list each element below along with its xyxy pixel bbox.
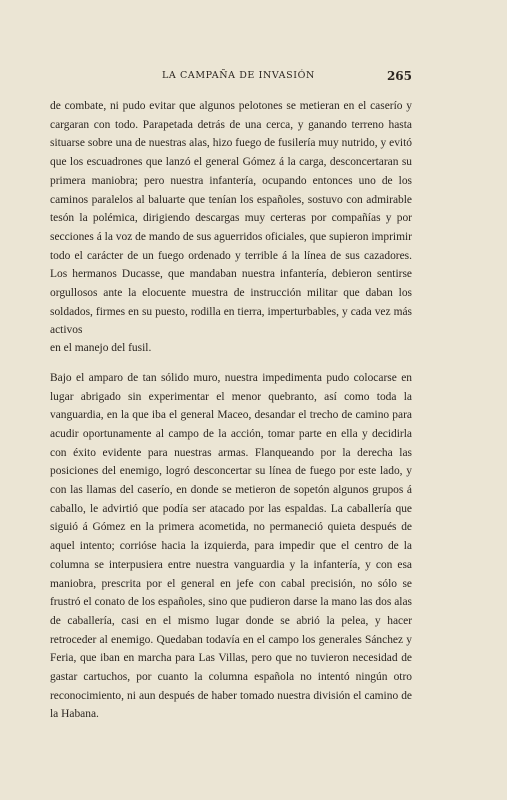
paragraph-2-last-line-text: la Habana.	[50, 707, 99, 720]
paragraph-2-text: Bajo el amparo de tan sólido muro, nuestra impedimenta pudo colocarse en lugar abrigado sin experimentar el menor quebranto, así como toda la vanguardia, en la que iba el general Maceo, desandar el trecho de camino para acudir oportunamente al campo de la acción, tomar parte en ella y decidirla con éxito evidente para nuestras armas. Flanqueando por la derecha las posiciones del enemigo, logró desconcertar su línea de fuego por este lado, y con las llamas del caserío, en donde se metieron de sopetón algunos grupos á caballo, le advirtió que podía ser atacado por las espaldas. La caballería que siguió á Gómez en la primera acometida, no permaneció quieta después de aquel intento; corrióse hacia la izquierda, para impedir que el centro de la columna se interpusiera entre nuestra vanguardia y la infantería, y con esa maniobra, prescrita por el general en jefe con cabal precisión, no sólo se frustró el conato de los españoles, sino que pudieron darse la mano las dos alas de caballería, casi en el mismo lugar donde se abrió la pelea, y hacer retroceder al enemigo. Quedaban todavía en el campo los generales Sánchez y Feria, que iban en marcha para Las Villas, pero que no tuvieron necesidad de gastar cartuchos, por cuanto la columna española no intentó ningún otro reconocimiento, ni aun después de haber tomado nuestra división el camino de	[50, 371, 412, 702]
page-body	[50, 97, 412, 723]
paragraph-2	[50, 369, 412, 706]
paragraph-1	[50, 97, 412, 340]
running-header	[50, 70, 412, 86]
page-number: 265	[386, 69, 412, 83]
paragraph-1-last-line-text: en el manejo del fusil.	[50, 342, 152, 355]
paragraph-1-last-line	[50, 339, 412, 358]
paragraph-2-last-line	[50, 705, 412, 724]
running-title: LA CAMPAÑA DE INVASIÓN	[162, 70, 315, 81]
paragraph-1-text: de combate, ni pudo evitar que algunos pelotones se metieran en el caserío y cargaran con todo. Parapetada detrás de una cerca, y ganando terreno hasta situarse sobre una de nuestras alas, hizo fuego de fusilería muy nutrido, y evitó que los escuadrones que lanzó el general Gómez á la carga, desconcertaran su primera maniobra; pero nuestra infantería, ocupando entonces uno de los caminos paralelos al baluarte que tenían los españoles, sostuvo con admirable tesón la polémica, dirigiendo descargas muy certeras por compañías y por secciones á la voz de mando de sus aguerridos oficiales, que supieron imprimir todo el carácter de un fuego ordenado y terrible á la línea de sus cazadores. Los hermanos Ducasse, que mandaban nuestra infantería, debieron sentirse orgullosos ante la elocuente muestra de instrucción militar que daban los soldados, firmes en su puesto, rodilla en tierra, imperturbables, y cada vez más activos	[50, 100, 412, 337]
